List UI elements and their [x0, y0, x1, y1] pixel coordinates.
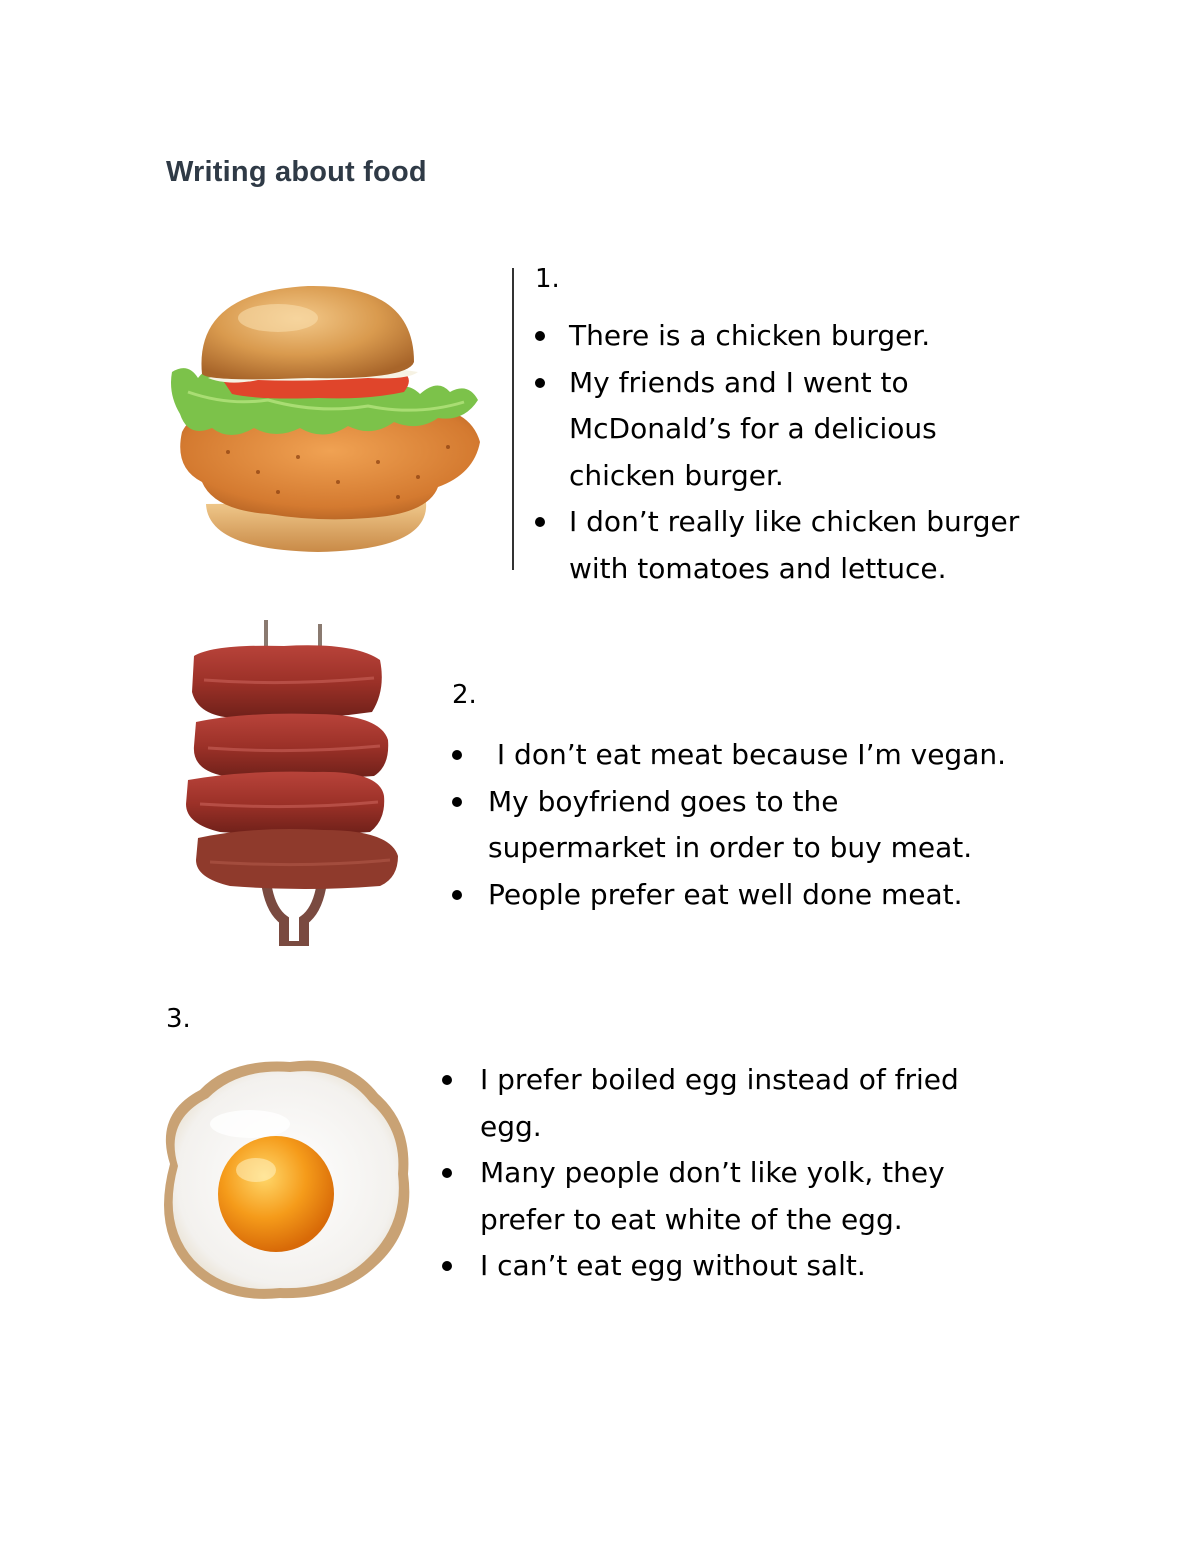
bullet-icon	[535, 378, 545, 388]
list-item: People prefer eat well done meat.	[452, 872, 1012, 919]
fried-egg-illustration	[150, 1054, 416, 1304]
bullet-list-1	[535, 313, 1035, 592]
section-number-2: 2.	[452, 680, 477, 710]
bullet-icon	[442, 1168, 452, 1178]
bullet-icon	[452, 797, 462, 807]
section-number-3: 3.	[166, 1004, 191, 1034]
bullet-icon	[442, 1261, 452, 1271]
vertical-divider	[512, 268, 514, 570]
bullet-list-3	[442, 1057, 1002, 1290]
bullet-icon	[535, 331, 545, 341]
page-title: Writing about food	[166, 156, 427, 188]
section-number-1: 1.	[535, 264, 560, 294]
list-item: I don’t really like chicken burger with tomatoes and lettuce.	[535, 499, 1035, 592]
bullet-list-2	[452, 732, 1012, 918]
list-item: Many people don’t like yolk, they prefer to eat white of the egg.	[442, 1150, 980, 1243]
bullet-icon	[452, 750, 462, 760]
steak-skewer-illustration	[184, 620, 404, 946]
chicken-burger-illustration	[168, 282, 484, 554]
list-item: My boyfriend goes to the supermarket in order to buy meat.	[452, 779, 978, 872]
list-item: My friends and I went to McDonald’s for a delicious chicken burger.	[535, 360, 949, 500]
list-item: I can’t eat egg without salt.	[442, 1243, 1002, 1290]
bullet-icon	[452, 890, 462, 900]
bullet-icon	[442, 1075, 452, 1085]
list-item: I prefer boiled egg instead of fried egg.	[442, 1057, 980, 1150]
bullet-icon	[535, 517, 545, 527]
list-item: I don’t eat meat because I’m vegan.	[452, 732, 1012, 779]
list-item: There is a chicken burger.	[535, 313, 1035, 360]
